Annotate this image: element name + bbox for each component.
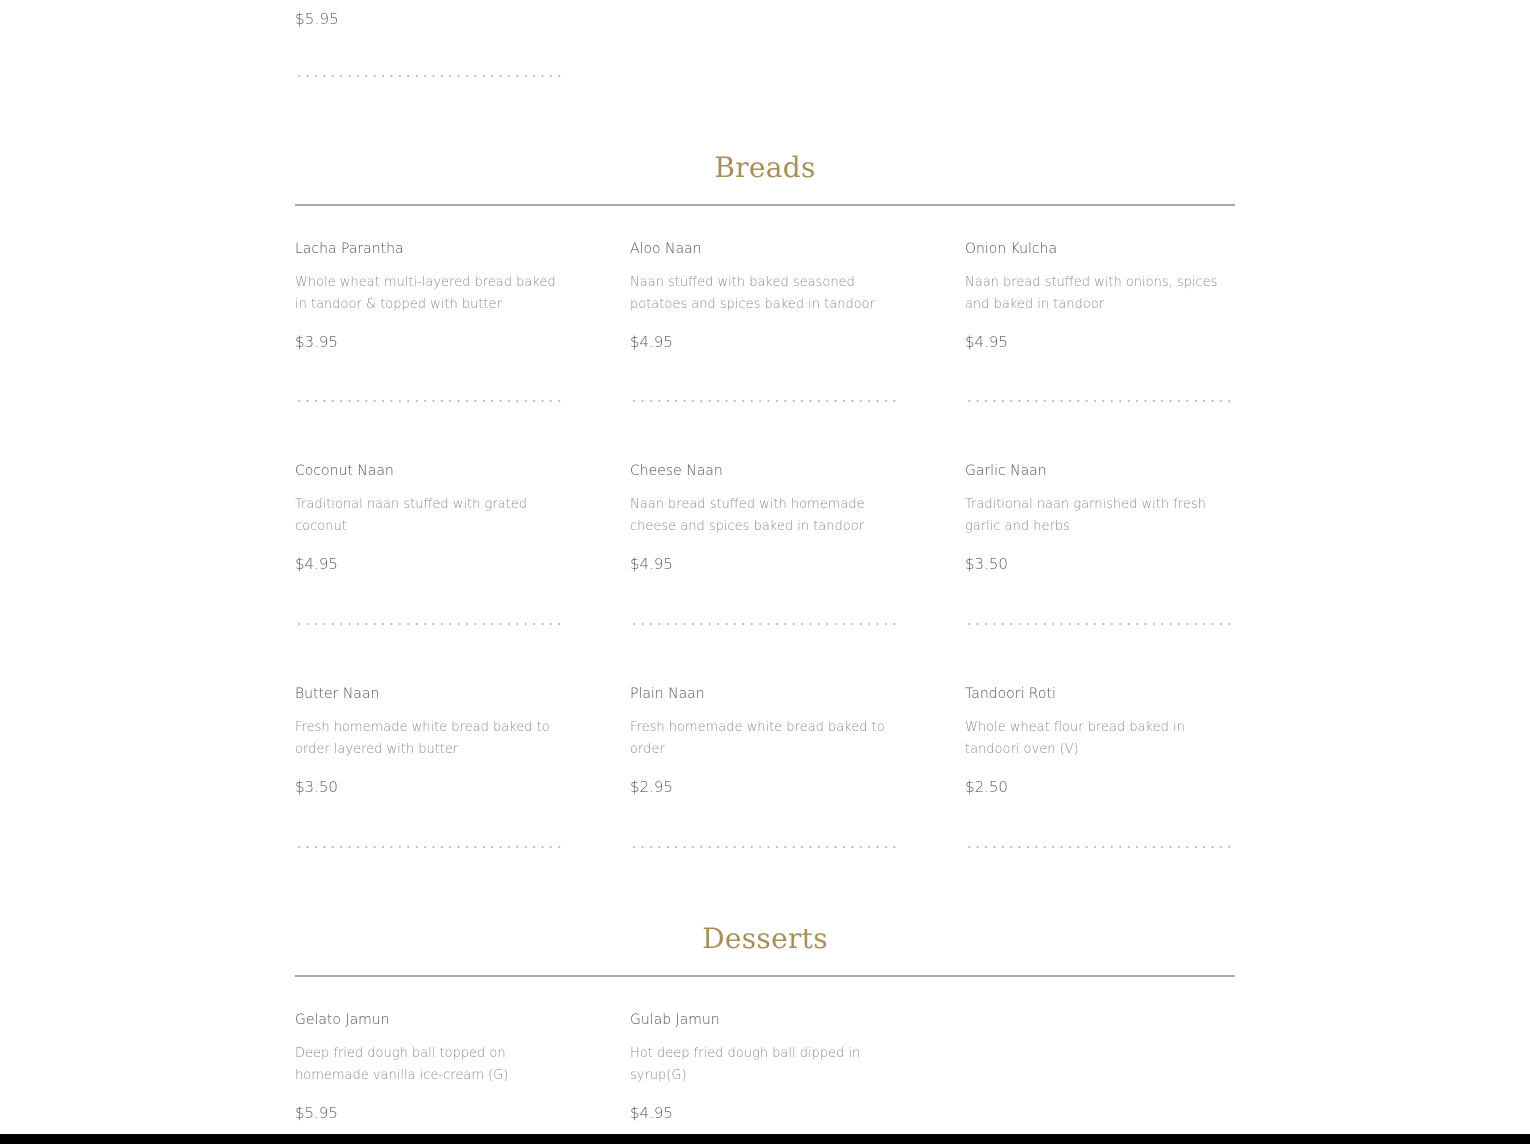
item-price: $3.50 [965,555,1008,573]
section-rule [295,975,1235,977]
item-description: Whole wheat flour bread baked in tandoori oven (V) [965,720,1185,757]
item-name: Gulab Jamun [630,1012,720,1028]
item-divider [630,400,900,402]
item-price: $2.95 [630,778,673,796]
item-price: $4.95 [295,555,338,573]
item-name: Plain Naan [630,686,705,702]
item-description: Naan stuffed with baked seasoned potatoes and spices baked in tandoor [630,275,875,312]
item-description: Traditional naan garnished with fresh garlic and herbs [965,497,1206,534]
item-price: $4.95 [965,333,1008,351]
item-name: Aloo Naan [630,241,702,257]
menu-item [630,462,900,573]
item-divider [965,846,1235,848]
item-description: Traditional naan stuffed with grated coconut [295,497,527,534]
item-price: $2.50 [965,778,1008,796]
item-description: Whole wheat multi-layered bread baked in tandoor & topped with butter [295,275,556,312]
menu-item [295,462,565,573]
item-price: $5.95 [295,10,339,28]
item-price: $4.95 [630,333,673,351]
menu-item [295,240,565,351]
item-name: Cheese Naan [630,463,723,479]
menu-item [295,685,565,796]
section-rule [295,204,1235,206]
bottom-bar [0,1134,1530,1144]
item-name: Tandoori Roti [965,686,1056,702]
item-name: Gelato Jamun [295,1012,390,1028]
item-price: $3.95 [295,333,338,351]
menu-item [630,685,900,796]
section-title-desserts: Desserts [702,922,828,955]
menu-item [965,462,1235,573]
item-divider [630,846,900,848]
menu-item [965,240,1235,351]
item-divider [965,400,1235,402]
item-name: Lacha Parantha [295,241,404,257]
item-divider [295,623,565,625]
item-divider [630,623,900,625]
item-name: Butter Naan [295,686,380,702]
item-divider [965,623,1235,625]
item-name: Garlic Naan [965,463,1047,479]
item-description: Deep fried dough ball topped on homemade vanilla ice-cream (G) [295,1046,509,1083]
item-price: $3.50 [295,778,338,796]
item-divider [295,400,565,402]
item-description: Naan bread stuffed with homemade cheese and spices baked in tandoor [630,497,865,534]
item-description: Naan bread stuffed with onions, spices and baked in tandoor [965,275,1218,312]
item-divider [295,75,565,77]
menu-item [965,685,1235,796]
item-description: Fresh homemade white bread baked to order layered with butter [295,720,550,757]
menu-item [295,1011,565,1122]
item-name: Onion Kulcha [965,241,1058,257]
item-price: $5.95 [295,1104,338,1122]
item-divider [295,846,565,848]
item-price: $4.95 [630,1104,673,1122]
item-description: Fresh homemade white bread baked to order [630,720,885,757]
item-name: Coconut Naan [295,463,394,479]
item-description: Hot deep fried dough ball dipped in syrup(G) [630,1046,861,1083]
menu-item [630,1011,900,1122]
item-price: $4.95 [630,555,673,573]
menu-item [630,240,900,351]
section-title-breads: Breads [714,151,816,184]
